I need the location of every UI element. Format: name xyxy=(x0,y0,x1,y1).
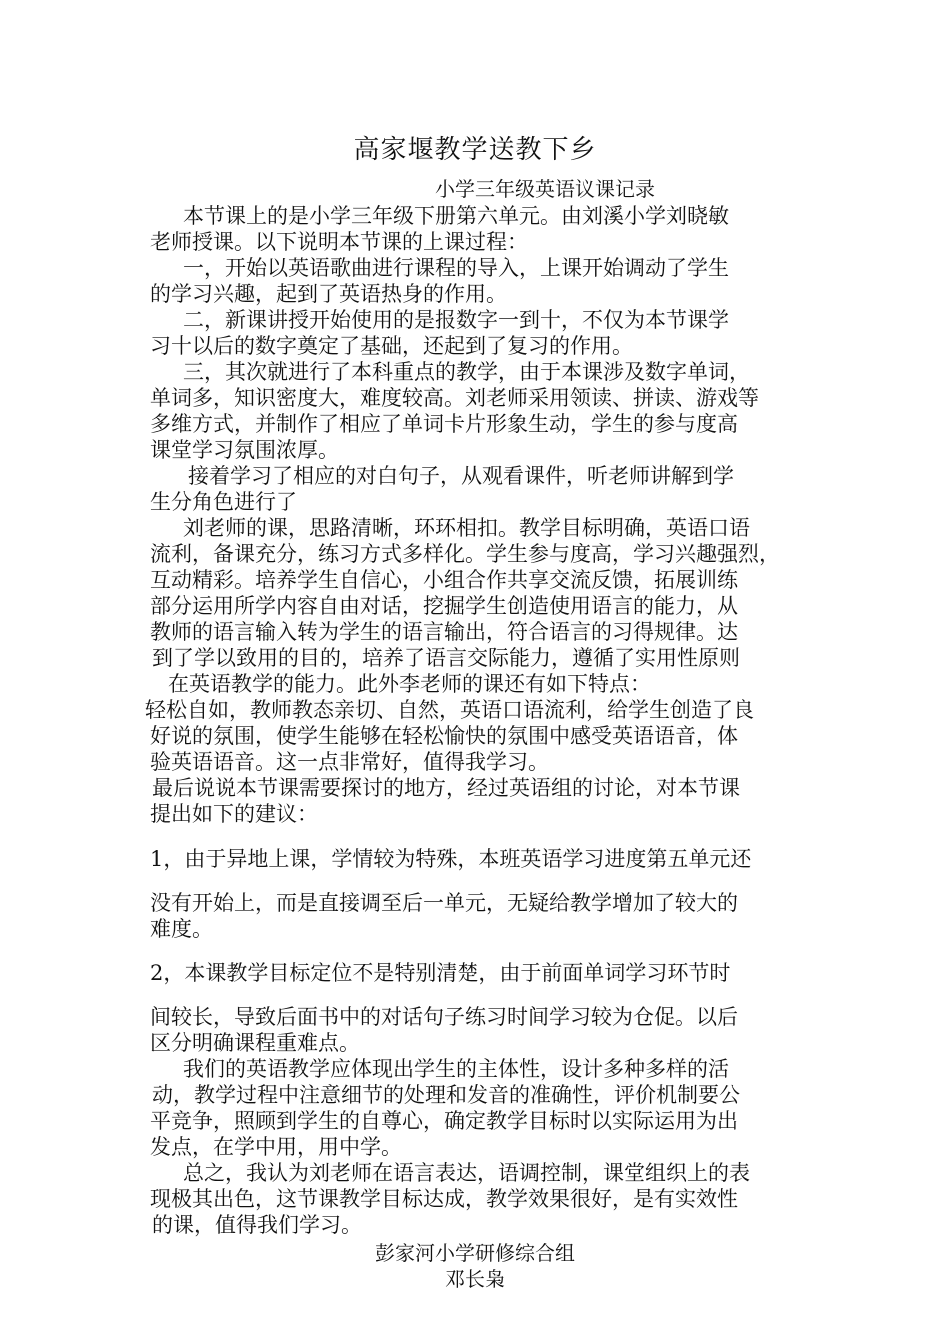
text-line: 验英语语音。这一点非常好，值得我学习。 xyxy=(150,750,549,774)
text-line: 三，其次就进行了本科重点的教学，由于本课涉及数字单词， xyxy=(183,360,750,384)
signature-group: 彭家河小学研修综合组 xyxy=(375,1241,575,1265)
text-line: 现极其出色，这节课教学目标达成，教学效果很好，是有实效性 xyxy=(150,1187,738,1211)
text-line: 接着学习了相应的对白句子，从观看课件，听老师讲解到学 xyxy=(188,464,734,488)
text-line: 2，本课教学目标定位不是特别清楚，由于前面单词学习环节时 xyxy=(150,961,731,985)
text-line: 到了学以致用的目的，培养了语言交际能力，遵循了实用性原则 xyxy=(152,646,740,670)
text-line: 轻松自如，教师教态亲切、自然，英语口语流利，给学生创造了良 xyxy=(145,698,754,722)
text-line: 没有开始上，而是直接调至后一单元，无疑给教学增加了较大的 xyxy=(150,891,738,915)
text-line: 动，教学过程中注意细节的处理和发音的准确性，评价机制要公 xyxy=(152,1083,740,1107)
text-line: 部分运用所学内容自由对话，挖掘学生创造使用语言的能力，从 xyxy=(150,594,738,618)
document-title: 高家堰教学送教下乡 xyxy=(353,135,597,165)
text-line: 互动精彩。培养学生自信心，小组合作共享交流反馈，拓展训练 xyxy=(150,568,738,592)
text-line: 老师授课。以下说明本节课的上课过程： xyxy=(150,230,528,254)
text-line: 的学习兴趣，起到了英语热身的作用。 xyxy=(150,282,507,306)
text-line: 习十以后的数字奠定了基础，还起到了复习的作用。 xyxy=(150,334,633,358)
text-line: 最后说说本节课需要探讨的地方，经过英语组的讨论，对本节课 xyxy=(152,776,740,800)
text-line: 生分角色进行了 xyxy=(150,490,297,514)
text-line: 教师的语言输入转为学生的语言输出，符合语言的习得规律。达 xyxy=(150,620,738,644)
text-line: 刘老师的课，思路清晰，环环相扣。教学目标明确，英语口语 xyxy=(183,516,750,540)
signature-author: 邓长枭 xyxy=(445,1267,505,1291)
text-line: 总之，我认为刘老师在语言表达，语调控制，课堂组织上的表 xyxy=(183,1161,750,1185)
text-line: 流利，备课充分，练习方式多样化。学生参与度高，学习兴趣强烈， xyxy=(150,542,780,566)
document-subtitle: 小学三年级英语议课记录 xyxy=(435,177,655,201)
text-line: 单词多，知识密度大，难度较高。刘老师采用领读、拼读、游戏等 xyxy=(150,386,759,410)
text-line: 提出如下的建议： xyxy=(150,802,318,826)
text-line: 平竞争，照顾到学生的自尊心，确定教学目标时以实际运用为出 xyxy=(150,1109,738,1133)
text-line: 在英语教学的能力。此外李老师的课还有如下特点： xyxy=(168,672,651,696)
text-line: 好说的氛围，使学生能够在轻松愉快的氛围中感受英语语音，体 xyxy=(150,724,738,748)
text-line: 一，开始以英语歌曲进行课程的导入，上课开始调动了学生 xyxy=(183,256,729,280)
text-line: 间较长，导致后面书中的对话句子练习时间学习较为仓促。以后 xyxy=(150,1005,738,1029)
text-line: 二，新课讲授开始使用的是报数字一到十，不仅为本节课学 xyxy=(183,308,729,332)
text-line: 我们的英语教学应体现出学生的主体性，设计多种多样的活 xyxy=(183,1057,729,1081)
text-line: 发点，在学中用，用中学。 xyxy=(150,1135,402,1159)
text-line: 多维方式，并制作了相应了单词卡片形象生动，学生的参与度高 xyxy=(150,412,738,436)
text-line: 的课，值得我们学习。 xyxy=(152,1213,362,1237)
text-line: 难度。 xyxy=(150,917,213,941)
text-line: 1，由于异地上课，学情较为特殊，本班英语学习进度第五单元还 xyxy=(150,847,752,871)
text-line: 课堂学习氛围浓厚。 xyxy=(150,438,339,462)
text-line: 本节课上的是小学三年级下册第六单元。由刘溪小学刘晓敏 xyxy=(183,204,729,228)
text-line: 区分明确课程重难点。 xyxy=(150,1031,360,1055)
